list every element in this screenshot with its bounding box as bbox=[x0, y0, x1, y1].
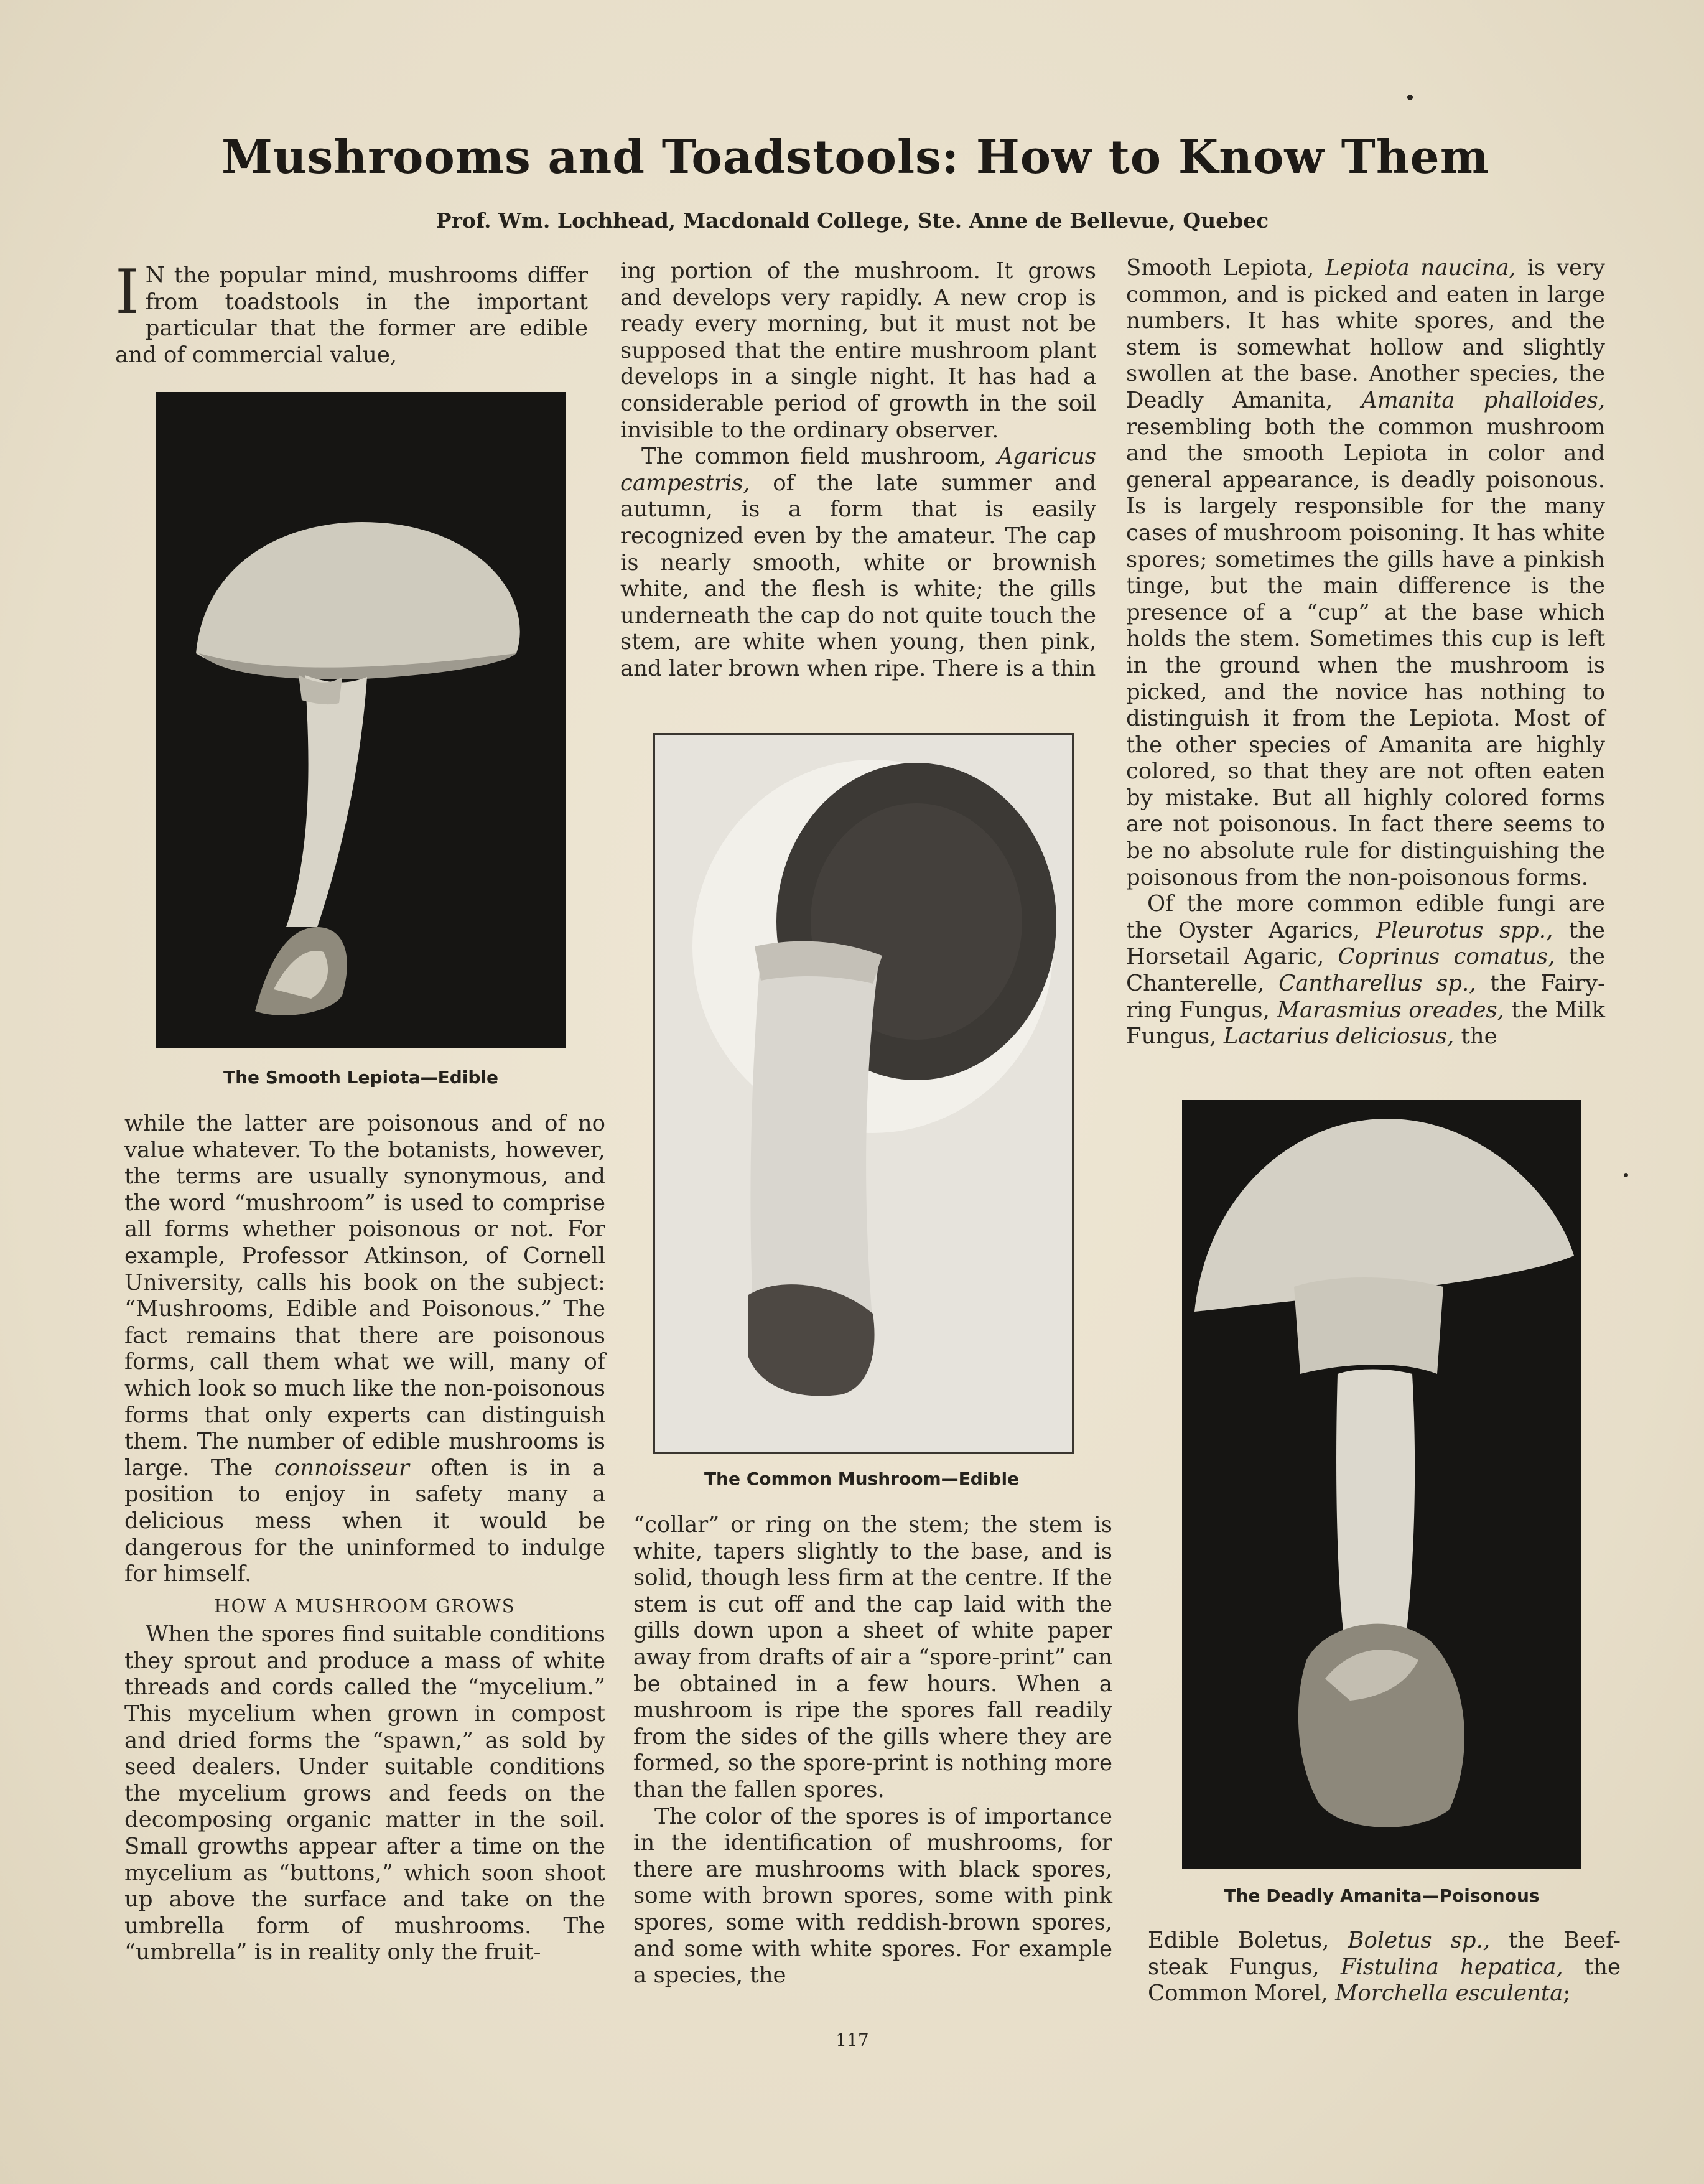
drop-cap: I bbox=[115, 257, 139, 328]
body-paragraph: while the latter are poisonous and of no value whatever. To the botanists, however, the terms are usually synonymous, and the word “mushroom” is used to comprise all forms whether poisonous or not. For example, Professor Atkinson, of Cornell University, calls his book on the subject: “Mushrooms, Edible and Poisonous.” The fact remains that there are poisonous forms, call them what we will, many of which look so much like the non-poisonous forms that only experts can distinguish them. The number of edible mushrooms is large. The bbox=[124, 1111, 605, 1481]
article-title: Mushrooms and Toadstools: How to Know Them bbox=[221, 131, 1490, 184]
body-paragraph: “collar” or ring on the stem; the stem is white, tapers slightly to the base, and is solid, though less firm at the centre. If the stem is cut off and the cap laid with the gills down upon a sheet of white paper away from drafts of air a “spore-print” can be obtained in a few hours. When a mushroom is ripe the spores fall readily from the sides of the gills where they are formed, so the spore-print is nothing more than the fallen spores. bbox=[633, 1512, 1112, 1803]
column-3-lower bbox=[1148, 1928, 1621, 2007]
italic-term: Agaricus campestris, bbox=[620, 444, 1096, 496]
body-text: the bbox=[1461, 1024, 1497, 1050]
author-byline: Prof. Wm. Lochhead, Macdonald College, Ste. Anne de Bellevue, Quebec bbox=[435, 208, 1269, 233]
column-1-intro bbox=[115, 257, 588, 368]
section-subheading: HOW A MUSHROOM GROWS bbox=[214, 1595, 516, 1617]
italic-term: connoisseur bbox=[274, 1455, 409, 1481]
lepiota-illustration bbox=[156, 392, 566, 1048]
body-paragraph: often is in a position to enjoy in safety many a delicious mess when it would be dangerous for the uninformed to indulge for himself. bbox=[124, 1455, 605, 1587]
body-paragraph: ing portion of the mushroom. It grows and develops very rapidly. A new crop is ready every morning, but it must not be supposed that the entire mushroom plant develops in a single night. It has had a considerable period of growth in the soil invisible to the ordinary observer. bbox=[620, 258, 1096, 443]
body-text: Smooth Lepiota, bbox=[1126, 255, 1315, 281]
body-text: resembling both the common mushroom and the smooth Lepiota in color and general appearance, is deadly poisonous. Is is largely responsible for the many cases of mushroom poisoning. It has white spores; sometimes the gills have a pinkish tinge, but the main difference is the presence of a “cup” at the base which holds the stem. Sometimes this cup is left in the ground when the mushroom is picked, and the novice has nothing to distinguish it from the Lepiota. Most of the other species of Amanita are highly colored, so that they are not often eaten by mistake. But all highly colored forms are not poisonous. In fact there seems to be no absolute rule for distinguishing the poisonous from the non-poisonous forms. bbox=[1126, 414, 1605, 890]
italic-term: Lepiota naucina, bbox=[1325, 255, 1516, 281]
body-paragraph: The common field mushroom, bbox=[641, 444, 987, 470]
print-speck bbox=[1624, 1173, 1628, 1177]
column-2-lower bbox=[633, 1512, 1112, 1989]
print-speck bbox=[1407, 95, 1413, 100]
body-paragraph: of the late summer and autumn, is a form that is easily recognized even by the amateur. The cap is nearly smooth, white or brownish white, and the flesh is white; the gills underneath the cap do not quite touch the stem, are white when young, then pink, and later brown when ripe. There is a thin bbox=[620, 470, 1096, 681]
body-text: the Horsetail Agaric, bbox=[1126, 917, 1605, 970]
body-text: the Fairy-ring Fungus, bbox=[1126, 971, 1605, 1023]
italic-term: Boletus sp., bbox=[1348, 1928, 1491, 1953]
italic-term: Pleurotus spp., bbox=[1376, 917, 1553, 943]
italic-term: Marasmius oreades, bbox=[1277, 997, 1504, 1023]
column-3-upper bbox=[1126, 255, 1605, 1050]
body-text: the Beef-steak Fungus, bbox=[1148, 1928, 1621, 1980]
common-mushroom-photo bbox=[653, 733, 1074, 1454]
common-mushroom-illustration bbox=[655, 735, 1072, 1452]
body-paragraph: The color of the spores is of importance in the identification of mushrooms, for there are mushrooms with black spores, some with brown spores, some with pink spores, some with reddish-brown spores, and some with white spores. For example a species, the bbox=[633, 1803, 1112, 1989]
body-text: the Milk Fungus, bbox=[1126, 997, 1605, 1050]
body-text: Edible Boletus, bbox=[1148, 1928, 1329, 1953]
italic-term: Fistulina hepatica, bbox=[1340, 1954, 1563, 1980]
page-number: 117 bbox=[836, 2030, 869, 2050]
amanita-caption: The Deadly Amanita—Poisonous bbox=[1224, 1885, 1540, 1906]
lepiota-photo bbox=[156, 392, 566, 1048]
italic-term: Amanita phalloides, bbox=[1361, 387, 1605, 413]
italic-term: Lactarius deliciosus, bbox=[1223, 1024, 1455, 1050]
body-paragraph: When the spores find suitable conditions they sprout and produce a mass of white threads and cords called the “mycelium.” This mycelium when grown in compost and dried forms the “spawn,” as sold by seed dealers. Under suitable conditions the mycelium grows and feeds on the decomposing organic matter in the soil. Small growths appear after a time on the mycelium as “buttons,” which soon shoot up above the surface and take on the umbrella form of mushrooms. The “umbrella” is in reality only the fruit- bbox=[124, 1622, 605, 1966]
amanita-illustration bbox=[1182, 1100, 1581, 1869]
common-mushroom-caption: The Common Mushroom—Edible bbox=[704, 1468, 1020, 1489]
italic-term: Coprinus comatus, bbox=[1338, 944, 1555, 970]
italic-term: Morchella esculenta bbox=[1335, 1981, 1563, 2007]
body-text: Of the more common edible fungi are the Oyster Agarics, bbox=[1126, 891, 1605, 943]
column-1-body bbox=[124, 1111, 605, 1966]
body-text: the Chanterelle, bbox=[1126, 944, 1605, 997]
lepiota-caption: The Smooth Lepiota—Edible bbox=[223, 1067, 499, 1088]
body-text: ; bbox=[1563, 1981, 1571, 2007]
body-text: is very common, and is picked and eaten in large numbers. It has white spores, and the stem is somewhat hollow and slightly swollen at the base. Another species, the Deadly Amanita, bbox=[1126, 255, 1605, 413]
intro-paragraph: N the popular mind, mushrooms differ from toadstools in the important particular that the former are edible and of commercial value, bbox=[115, 263, 588, 368]
amanita-photo bbox=[1182, 1100, 1581, 1869]
italic-term: Cantharellus sp., bbox=[1278, 971, 1476, 997]
body-text: the Common Morel, bbox=[1148, 1954, 1621, 2007]
column-2-upper bbox=[620, 258, 1096, 683]
